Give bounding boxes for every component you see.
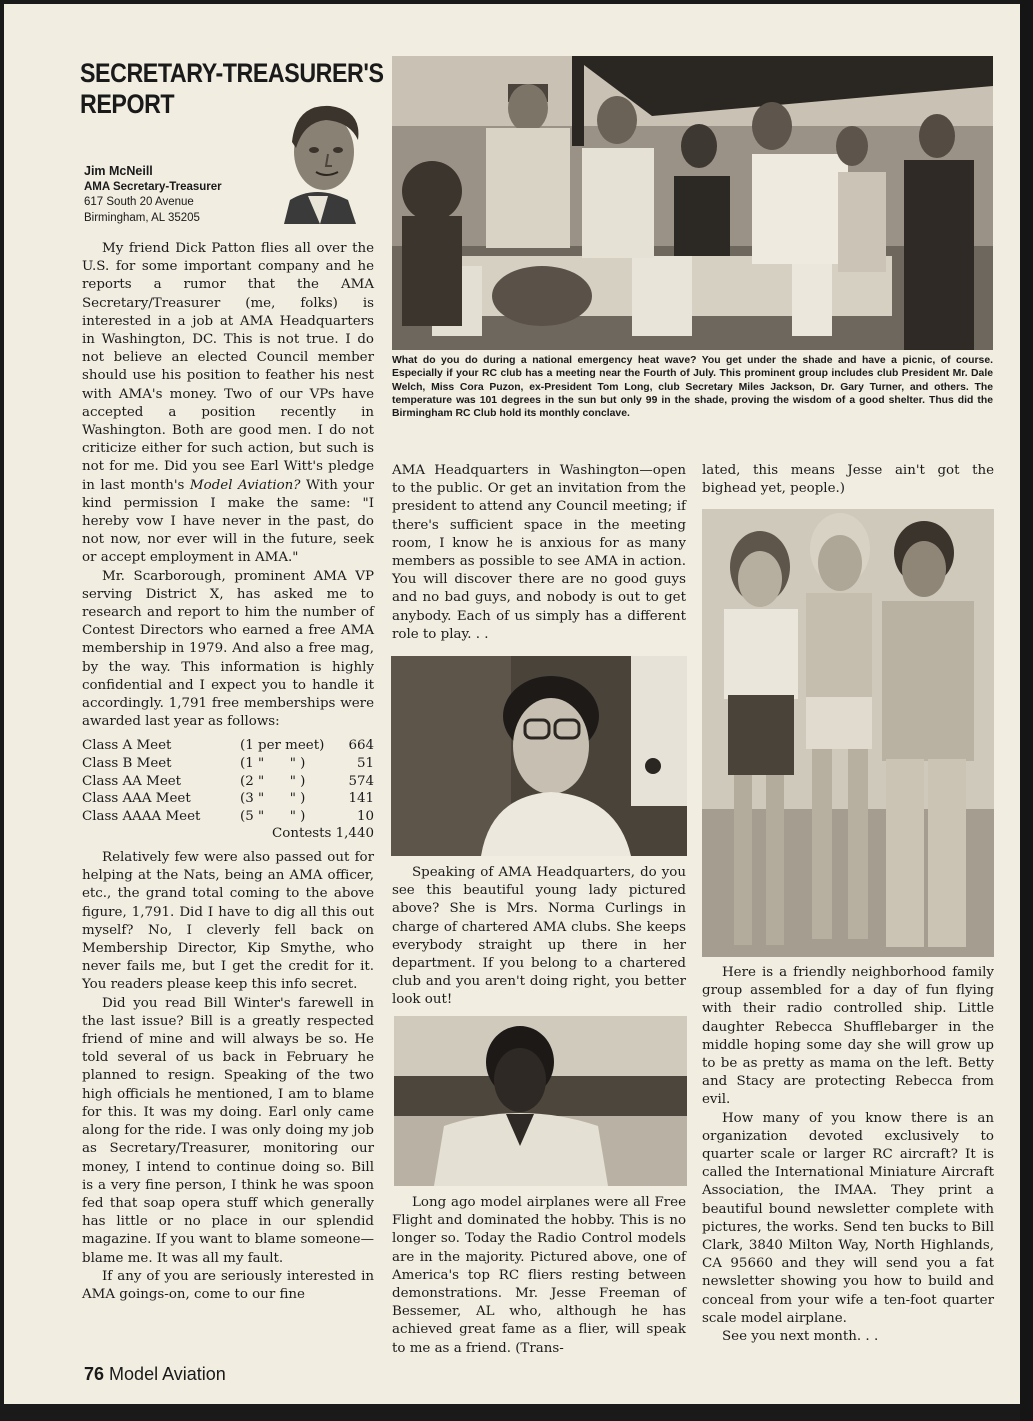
- paragraph: Long ago model airplanes were all Free Flight and dominated the hobby. This is no longer so. Today the Radio Control models are in the majority. Pictured above, one of America's top RC fliers resting between demonstrations. Mr. Jesse Freeman of Bessemer, AL who, although he has achieved great fame as a flier, will speak to me as a friend. (Trans-: [392, 1195, 686, 1356]
- contest-row: [82, 773, 374, 791]
- title-line-1: SECRETARY-TREASURER'S: [80, 58, 384, 88]
- contest-count: 664: [348, 738, 374, 754]
- paragraph: Relatively few were also passed out for helping at the Nats, being an AMA officer, etc., the grand total coming to the above figure, 1,791. Did I have to dig all this out myself? No, I cleverly fell back on Membership Director, Kip Smythe, who never fails me, but I get the credit for it. You readers please keep this info secret.: [82, 850, 374, 993]
- paragraph: See you next month. . .: [722, 1329, 879, 1345]
- paragraph: How many of you know there is an organization devoted exclusively to quarter scale or larger RC aircraft? It is called the International Miniature Aircraft Association, the IMAA. They print a beautiful bound newsletter complete with pictures, the works. Send ten bucks to Bill Clark, 3840 Milton Way, North Highlands, CA 95660 and they will send you a fat newsletter showing you how to build and conceal from your wife a ten-foot quarter scale model airplane.: [702, 1110, 994, 1326]
- jesse-freeman-photo: [394, 1016, 687, 1186]
- paragraph: Did you read Bill Winter's farewell in the last issue? Bill is a greatly respected friend of mine and will always be so. He told several of us back in February he planned to resign. Speaking of the two high officials he mentioned, I am to blame for this. It was my doing. Earl only came along for the ride. I was only doing my job as Secretary/Treasurer, monitoring our money, I intend to continue doing so. Bill is a very fine person, I think he was spoon fed that soap opera stuff which generally has little or no place in our splendid magazine. If you want to blame someone—blame me. It was all my fault.: [82, 995, 374, 1266]
- contest-class: Class A Meet: [82, 738, 172, 754]
- contest-count: 141: [348, 791, 374, 807]
- paragraph: Mr. Scarborough, prominent AMA VP serving District X, has asked me to research and report to him the number of Contest Directors who earned a free AMA membership in 1979. And also a free mag, by the way. This information is highly confidential and I expect you to handle it accordingly. 1,791 free memberships were awarded last year as follows:: [82, 568, 374, 730]
- page-edge-shadow: [1020, 0, 1033, 1421]
- contest-rate: (5 " " ): [240, 808, 306, 824]
- contest-rate: (3 " " ): [240, 791, 306, 807]
- column-1: [82, 240, 374, 1304]
- norma-curlings-photo: [391, 656, 687, 856]
- contest-row: [82, 755, 374, 773]
- picnic-photo-caption: What do you do during a national emergency heat wave? You get under the shade and have a picnic, of course. Especially if your RC club has a meeting near the Fourth of July. This prominent group includes club President Mr. Dale Welch, Miss Cora Puzon, ex-President Tom Long, club Secretary Miles Jackson, Dr. Gary Turner, and others. The temperature was 101 degrees in the sun but only 99 in the shade, proving the wisdom of a good shelter. Thus did the Birmingham RC Club hold its monthly conclave.: [392, 355, 993, 420]
- contests-total: Contests 1,440: [272, 826, 374, 842]
- paragraph: My friend Dick Patton flies all over the U.S. for some important company and he reports a rumor that the AMA Secretary/Treasurer (me, folks) is interested in a job at AMA Headquarters in Washington, DC. This is not true. I do not believe an elected Council member should use his position to feather his nest with AMA's money. Two of our VPs have accepted a position recently in Washington. Both are good men. I do not criticize either for such action, but such is not for me. Did you see Earl Witt's pledge in last month's Model Aviation? With your kind permission I make the same: "I hereby vow I have never in the past, do not now, nor ever will in the future, seek or accept employment in AMA.": [82, 241, 374, 566]
- author-address-line1: 617 South 20 Avenue: [84, 196, 194, 208]
- contest-rate: (1 per meet): [240, 738, 325, 754]
- paragraph: Here is a friendly neighborhood family group assembled for a day of fun flying with their radio controlled ship. Little daughter Rebecca Shufflebarger in the middle hoping some day she will grow up to be as pretty as mama on the left. Betty and Stacy are protecting Rebecca from evil.: [702, 965, 994, 1108]
- contest-row: [82, 790, 374, 808]
- column-2-lower: [392, 864, 686, 1010]
- contest-class: Class AAAA Meet: [82, 808, 201, 824]
- contest-row: [82, 737, 374, 755]
- contest-count: 574: [348, 773, 374, 789]
- author-address-line2: Birmingham, AL 35205: [84, 211, 200, 224]
- magazine-title-italic: Model Aviation?: [189, 477, 301, 493]
- paragraph: lated, this means Jesse ain't got the bighead yet, people.): [702, 463, 994, 497]
- contest-class: Class AA Meet: [82, 773, 182, 789]
- contest-class: Class B Meet: [82, 756, 172, 772]
- author-portrait-photo: [266, 96, 368, 224]
- contest-rate: (2 " " ): [240, 773, 306, 789]
- paragraph: AMA Headquarters in Washington—open to the public. Or get an invitation from the president to attend any Council meeting; if there's sufficient space in the meeting room, I know he is anxious for as many members as possible to see AMA in action. You will discover there are no good guys and no bad guys, and nobody is out to get anybody. Each of us simply has a different role to play. . .: [392, 463, 686, 642]
- column-3-lower: [702, 964, 994, 1346]
- contest-table: [82, 737, 374, 825]
- column-3: [702, 462, 994, 498]
- title-line-2: REPORT: [80, 89, 175, 119]
- magazine-page: [4, 4, 1020, 1404]
- paragraph: Speaking of AMA Headquarters, do you see this beautiful young lady pictured above? She is Mrs. Norma Curlings in charge of chartered AMA clubs. She keeps everybody straight up there in her department. If you belong to a chartered club and you aren't doing right, you better look out!: [392, 865, 686, 1008]
- page-number: 76: [84, 1364, 105, 1384]
- paragraph: If any of you are seriously interested in AMA goings-on, come to our fine: [82, 1268, 374, 1302]
- contest-row: [82, 808, 374, 826]
- contest-count: 10: [356, 808, 374, 824]
- magazine-name: Model Aviation: [109, 1364, 226, 1384]
- author-role: AMA Secretary-Treasurer: [84, 180, 222, 193]
- picnic-group-photo: [392, 56, 993, 350]
- contest-class: Class AAA Meet: [82, 791, 191, 807]
- column-2: [392, 462, 686, 644]
- contest-rate: (1 " " ): [240, 756, 306, 772]
- page-footer: [84, 1364, 226, 1385]
- column-2-bottom: [392, 1194, 686, 1358]
- author-name: Jim McNeill: [84, 164, 153, 178]
- contest-count: 51: [356, 756, 374, 772]
- family-group-photo: [702, 509, 994, 957]
- author-byline: [84, 164, 222, 226]
